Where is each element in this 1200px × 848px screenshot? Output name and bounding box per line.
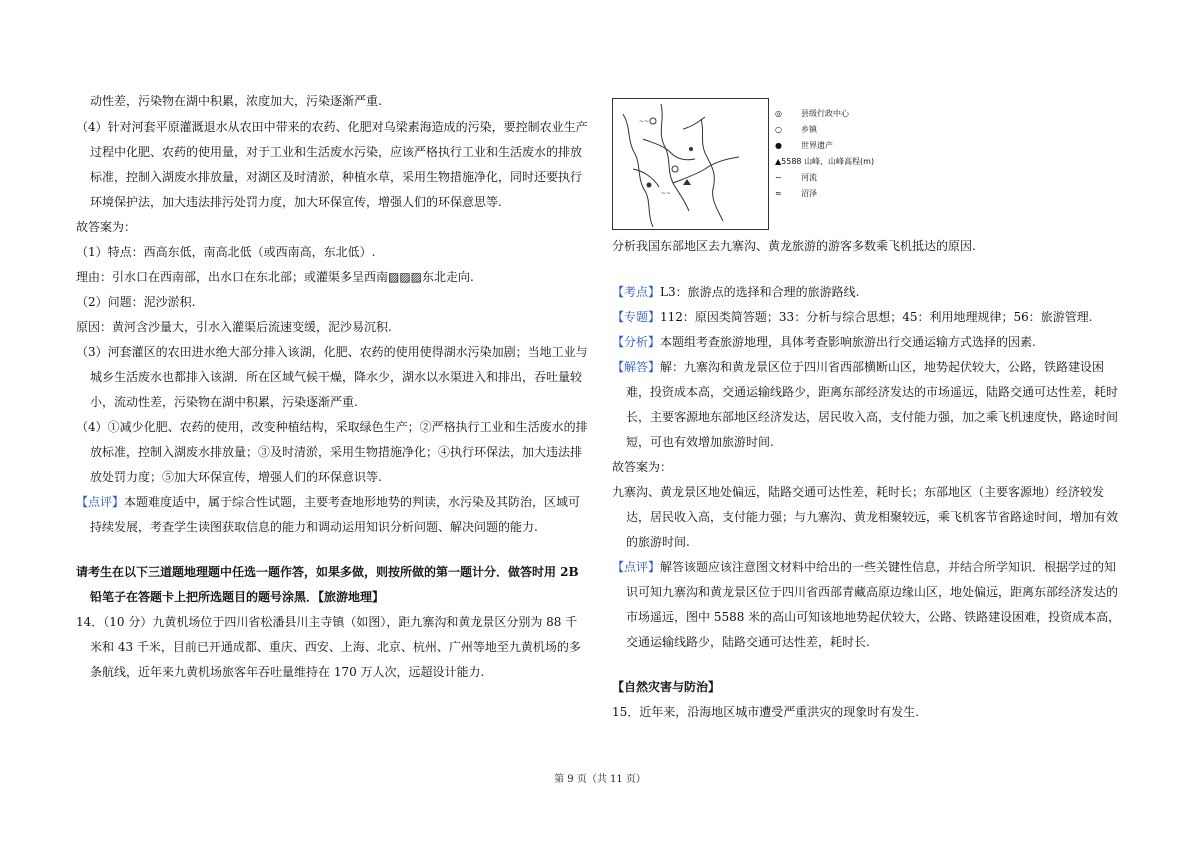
text-line: 达，居民收入高，支付能力强；与九寨沟、黄龙相聚较远，乘飞机客节省路途时间，增加有效 <box>626 510 1119 524</box>
question-line: 15．近年来，沿海地区城市遭受严重洪灾的现象时有发生. <box>612 705 920 719</box>
legend-item-county: ◎ 县级行政中心 <box>775 109 849 118</box>
legend-item-peak: ▲5588 山峰、山峰高程(m) <box>775 157 875 166</box>
text-line: 城乡生活废水也都排入该湖．所在区域气候干燥，降水少，湖水以水渠进入和排出，吞吐量较 <box>90 370 583 384</box>
text-line: 九寨沟、黄龙景区地处偏远，陆路交通可达性差，耗时长；东部地区（主要客源地）经济较发 <box>612 485 1105 499</box>
tag: 【分析】 <box>612 335 661 349</box>
page-footer: 第 9 页（共 11 页） <box>554 774 646 785</box>
answer-line: 【解答】解：九寨沟和黄龙景区位于四川省西部横断山区，地势起伏较大，公路，铁路建设困 <box>612 360 1105 374</box>
tag: 【考点】 <box>612 285 661 299</box>
legend-item-swamp: ≈ 沼泽 <box>775 189 817 198</box>
text-line: （1）特点：西高东低，南高北低（或西南高，东北低）. <box>76 245 376 259</box>
comment-tag: 【点评】 <box>76 495 125 509</box>
county-seat-icon: ◎ <box>775 109 782 118</box>
text-line: 小，流动性差，污染物在湖中积累，污染逐渐严重. <box>90 395 358 409</box>
question-line: 条航线，近年来九黄机场旅客年吞吐量维持在 170 万人次，远超设计能力. <box>90 665 485 679</box>
comment-line <box>76 494 580 510</box>
text-line: （2）问题：泥沙淤积. <box>76 295 196 309</box>
section-instruction: 请考生在以下三道题地理题中任选一题作答，如果多做，则按所做的第一题计分．做答时用 2B <box>76 565 579 579</box>
text-line: 短，可也有效增加旅游时间. <box>626 435 774 449</box>
text-line: 持续发展，考查学生读图获取信息的能力和调动运用知识分析问题、解决问题的能力. <box>90 520 538 534</box>
river-icon: ∼ <box>775 173 782 182</box>
comment-line: 【点评】解答该题应该注意图文材料中给出的一些关键性信息，并结合所学知识．根据学过的知 <box>612 560 1117 574</box>
text-line: 难，投资成本高，交通运输线路少，距离东部经济发达的市场遥远，陆路交通可达性差，耗时 <box>626 385 1119 399</box>
text-line: 原因：黄河含沙量大，引水入灌渠后流速变缓，泥沙易沉积. <box>76 320 392 334</box>
question-line: 14．（10 分）九黄机场位于四川省松潘县川主寺镇（如图），距九寨沟和黄龙景区分别为 88 千 <box>76 615 578 629</box>
question-line: 分析我国东部地区去九寨沟、黄龙旅游的游客多数乘飞机抵达的原因. <box>612 239 976 253</box>
map-drawing <box>613 99 768 229</box>
text-line: 的旅游时间. <box>626 535 690 549</box>
legend-item-heritage: ● 世界遗产 <box>775 141 833 150</box>
text-line: （4）①减少化肥、农药的使用，改变种植结构，采取绿色生产；②严格执行工业和生活废水的排 <box>76 420 588 434</box>
legend-item-river: ∼ 河流 <box>775 173 817 182</box>
town-icon: ○ <box>775 125 782 134</box>
section-heading: 【自然灾害与防治】 <box>612 680 721 694</box>
text-line: 放处罚力度；⑤加大环保宣传，增强人们的环保意识等. <box>90 470 382 484</box>
text-line: （4）针对河套平原灌溉退水从农田中带来的农药、化肥对乌梁素海造成的污染，要控制农业生产 <box>76 120 588 134</box>
text-line: （3）河套灌区的农田进水绝大部分排入该湖，化肥、农药的使用使得湖水污染加剧；当地工业与 <box>76 345 588 359</box>
comment-text: 本题难度适中，属于综合性试题，主要考查地形地势的判读，水污染及其防治，区域可 <box>124 495 581 509</box>
text-line: 标准，控制入湖废水排放量，对湖区及时清淤，种植水草，采用生物措施净化，同时还要执行 <box>90 170 583 184</box>
text-line: 放标准，控制入湖废水排放量；③及时清淤，采用生物措施净化；④执行环保法，加大违法排 <box>90 445 583 459</box>
text-line: 识可知九寨沟和黄龙景区位于四川省西部青藏高原边缘山区，地处偏远，距离东部经济发达的 <box>626 585 1119 599</box>
text-line: 长，主要客源地东部地区经济发达，居民收入高，支付能力强，加之乘飞机速度快，路途时间 <box>626 410 1119 424</box>
text-line: 动性差，污染物在湖中积累，浓度加大，污染逐渐严重. <box>90 94 382 108</box>
text-line: 过程中化肥、农药的使用量，对于工业和生活废水污染，应该严格执行工业和生活废水的排放 <box>90 145 583 159</box>
tag: 【解答】 <box>612 360 661 374</box>
text-line: 理由：引水口在西南部，出水口在东北部；或灌渠多呈西南▨▨▨东北走向. <box>76 270 474 284</box>
analysis-line: 【分析】本题组考查旅游地理，具体考查影响旅游出行交通运输方式选择的因素. <box>612 335 1036 349</box>
tag: 【专题】 <box>612 310 661 324</box>
text-line: 市场遥远，图中 5588 米的高山可知该地地势起伏较大，公路、铁路建设困难，投资成本高， <box>626 610 1121 624</box>
map-figure <box>612 98 769 230</box>
peak-icon: ▲5588 <box>775 157 802 166</box>
swamp-icon: ≈ <box>775 189 782 198</box>
knowledge-point-line: 【考点】L3：旅游点的选择和合理的旅游路线. <box>612 285 860 299</box>
heritage-icon: ● <box>775 141 782 150</box>
text-line: 环境保护法，加大违法排污处罚力度，加大环保宣传，增强人们的环保意思等. <box>90 195 502 209</box>
svg-text:~~: ~~ <box>639 118 650 125</box>
tag: 【点评】 <box>612 560 661 574</box>
legend-item-town: ○ 乡镇 <box>775 125 817 134</box>
svg-text:~~: ~~ <box>661 190 672 197</box>
section-instruction: 铅笔子在答题卡上把所选题目的题号涂黑．【旅游地理】 <box>90 590 385 604</box>
text-line: 故答案为： <box>76 220 137 234</box>
text-line: 交通运输线路少，陆路交通可达性差，耗时长. <box>626 635 870 649</box>
question-line: 米和 43 千米，目前已开通成都、重庆、西安、上海、北京、杭州、广州等地至九黄机场的多 <box>90 640 581 654</box>
topic-line: 【专题】112：原因类简答题；33：分析与综合思想；45：利用地理规律；56：旅游管理. <box>612 310 1093 324</box>
text-line: 故答案为： <box>612 460 673 474</box>
